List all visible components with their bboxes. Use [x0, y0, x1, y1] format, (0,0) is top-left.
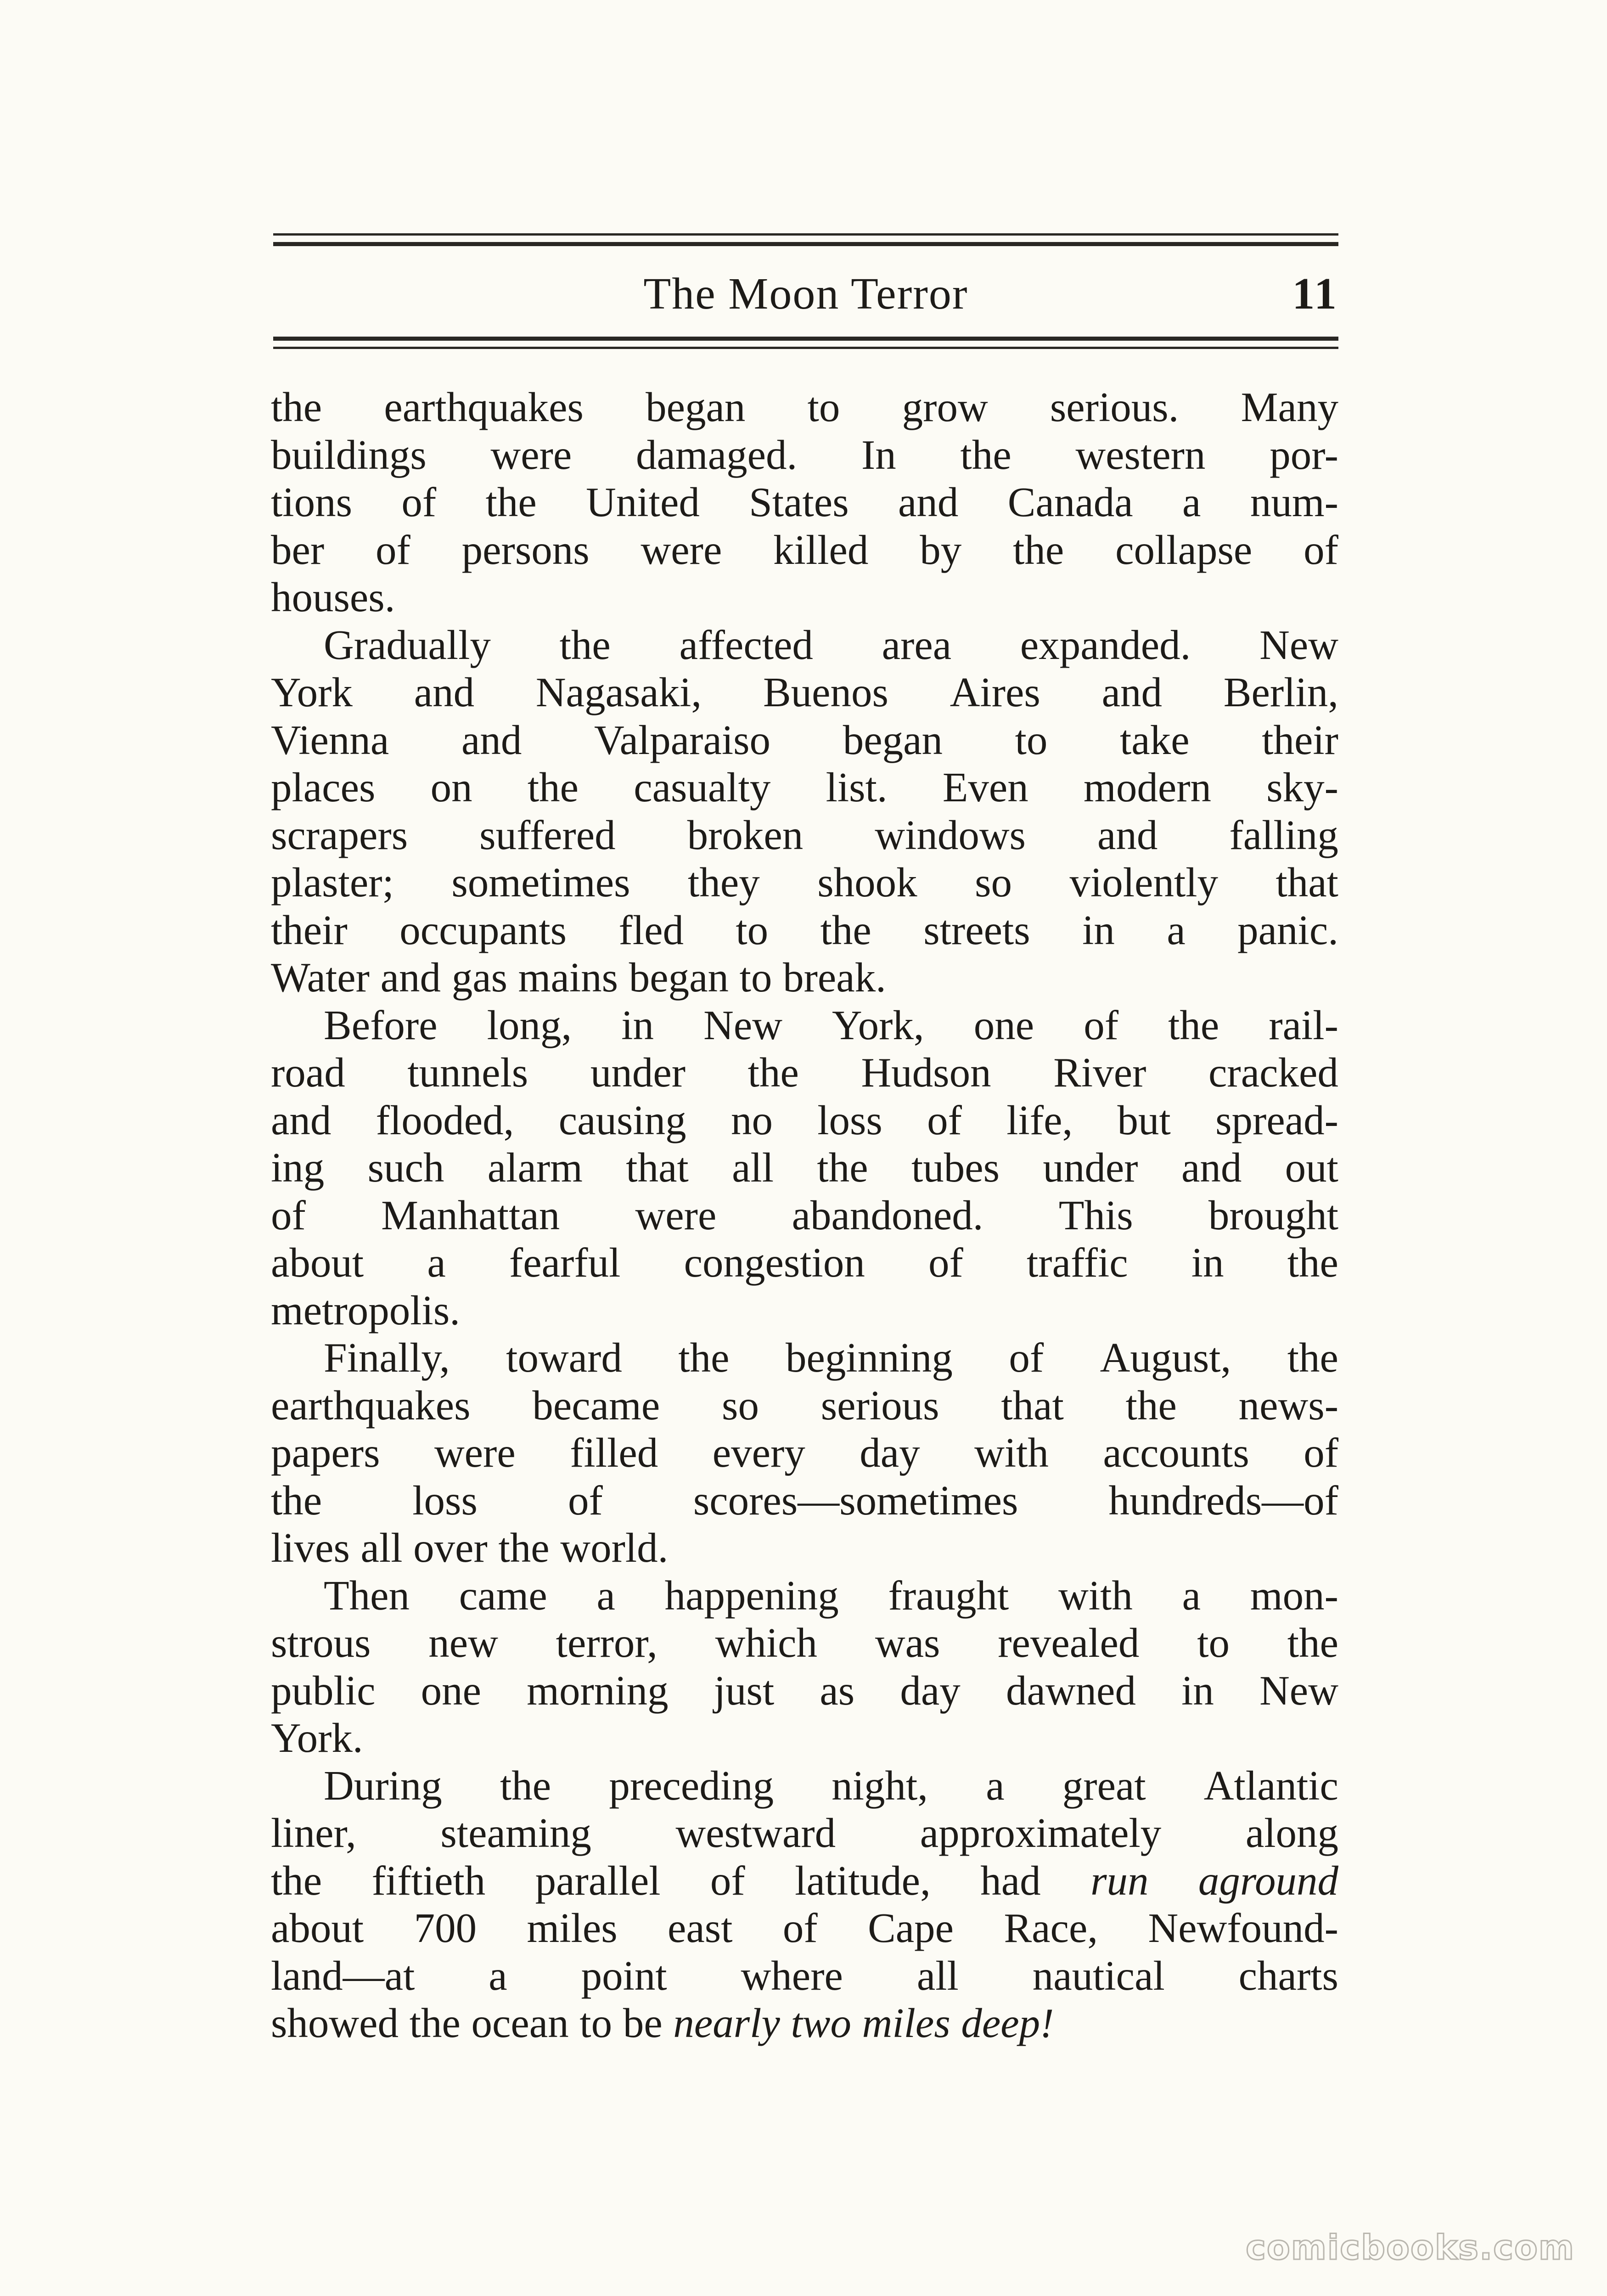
word: so [722, 1382, 759, 1429]
word: shook [817, 859, 917, 906]
word: persons [461, 526, 590, 573]
word: were [434, 1429, 516, 1476]
text-line [271, 859, 1338, 906]
word: in [1181, 1667, 1214, 1714]
word: tunnels [407, 1049, 528, 1096]
word: western [1075, 431, 1206, 478]
running-head [273, 262, 1338, 326]
word: deep! [961, 2000, 1054, 2046]
word: to [1197, 1620, 1230, 1666]
word: Newfound- [1148, 1905, 1338, 1951]
word: all [732, 1144, 774, 1191]
word: the [1287, 1620, 1338, 1666]
paragraph [271, 1762, 1338, 2047]
word: on [430, 764, 472, 810]
word: scrapers [271, 811, 408, 858]
text-line [271, 1334, 1338, 1382]
word: Many [1241, 384, 1338, 430]
text-line [271, 1192, 1338, 1239]
text-line [271, 526, 1338, 574]
word: Cape [868, 1905, 954, 1951]
word: damaged. [636, 431, 798, 478]
text-line [271, 431, 1338, 479]
word: the [500, 1762, 551, 1809]
word: parallel [535, 1857, 661, 1904]
word: Hudson [861, 1049, 991, 1096]
word: loss [817, 1097, 882, 1143]
word: River [1053, 1049, 1146, 1096]
word: in [621, 1002, 654, 1048]
word: about [271, 1239, 364, 1286]
word: Manhattan [381, 1192, 560, 1238]
word: spread- [1215, 1097, 1338, 1143]
word: the [409, 2000, 461, 2046]
word: alarm [487, 1144, 583, 1191]
word: the [1287, 1334, 1338, 1381]
word: of [401, 479, 437, 525]
word: suffered [479, 811, 616, 858]
word: York [271, 669, 353, 715]
word: the [820, 906, 871, 953]
word: por- [1270, 431, 1338, 478]
word: In [861, 431, 896, 478]
header-rule-bottom-thick [273, 337, 1338, 341]
word: happening [664, 1572, 839, 1619]
word: the [498, 1525, 550, 1571]
word: papers [271, 1429, 380, 1476]
text-line [271, 1049, 1338, 1097]
word: steaming [440, 1810, 591, 1856]
word: 700 [414, 1905, 477, 1951]
word: to [807, 384, 840, 430]
word: streets [923, 906, 1030, 953]
word: just [714, 1667, 775, 1714]
word: metropolis. [271, 1287, 460, 1334]
word: scores—sometimes [693, 1477, 1018, 1524]
word: were [641, 526, 722, 573]
word: fraught [888, 1572, 1009, 1619]
paragraph [271, 1572, 1338, 1762]
word: August, [1100, 1334, 1231, 1381]
word: panic. [1237, 906, 1338, 953]
word: the [1168, 1002, 1219, 1048]
word: expanded. [1020, 621, 1191, 668]
word: Nagasaki, [535, 669, 702, 715]
word: Buenos [763, 669, 888, 715]
word: traffic [1027, 1239, 1128, 1286]
word: road [271, 1049, 345, 1096]
word: places [271, 764, 376, 810]
word: be [623, 2000, 663, 2046]
word: to [739, 954, 772, 1001]
text-line [271, 1904, 1338, 1952]
word: States [749, 479, 849, 525]
word: charts [1238, 1952, 1338, 1999]
paragraph [271, 383, 1338, 621]
word: to [736, 906, 769, 953]
word: hundreds—of [1108, 1477, 1338, 1524]
text-line [271, 954, 1338, 1002]
word: This [1058, 1192, 1133, 1238]
word: fiftieth [371, 1857, 486, 1904]
word: were [635, 1192, 717, 1238]
word: Race, [1004, 1905, 1098, 1951]
word: the [1013, 526, 1064, 573]
text-line [271, 1144, 1338, 1192]
word: affected [679, 621, 813, 668]
word: earthquakes [384, 384, 584, 430]
word: and [1101, 669, 1162, 715]
text-line [271, 1429, 1338, 1477]
text-line [271, 1239, 1338, 1287]
word: York. [271, 1715, 363, 1761]
header-rule-bottom-thin [273, 347, 1338, 349]
word: a [596, 1572, 615, 1619]
word: of [568, 1477, 603, 1524]
word: night, [832, 1762, 928, 1809]
word: occupants [399, 906, 567, 953]
page-number: 11 [1292, 269, 1338, 319]
word: a [1167, 906, 1186, 953]
text-line [271, 1857, 1338, 1905]
text-line [271, 1952, 1338, 2000]
word: the [271, 1477, 322, 1524]
word: so [975, 859, 1012, 906]
word: Finally, [324, 1334, 450, 1381]
word: causing [558, 1097, 686, 1143]
word: Then [324, 1572, 410, 1619]
word: public [271, 1667, 376, 1714]
word: Vienna [271, 716, 389, 763]
word: earthquakes [271, 1382, 471, 1429]
word: During [324, 1762, 442, 1809]
word: long, [487, 1002, 572, 1048]
word: the [527, 764, 579, 810]
word: cracked [1208, 1049, 1338, 1096]
word: with [974, 1429, 1049, 1476]
running-title: The Moon Terror [643, 269, 968, 319]
word: a [427, 1239, 446, 1286]
word: the [1287, 1239, 1338, 1286]
word: grow [902, 384, 988, 430]
word: of [782, 1905, 818, 1951]
word: and [1181, 1144, 1242, 1191]
text-line [271, 478, 1338, 526]
word: windows [875, 811, 1026, 858]
word: rail- [1269, 1002, 1338, 1048]
word: day [900, 1667, 961, 1714]
paragraph [271, 1334, 1338, 1572]
word: all [360, 1525, 403, 1571]
word: New [1259, 1667, 1338, 1714]
word: the [678, 1334, 730, 1381]
word: point [581, 1952, 667, 1999]
word: violently [1069, 859, 1219, 906]
word: by [920, 526, 962, 573]
word: run [1090, 1857, 1149, 1904]
word: miles [862, 2000, 950, 2046]
word: news- [1238, 1382, 1338, 1429]
word: began [629, 954, 729, 1001]
word: Before [324, 1002, 438, 1048]
word: and [380, 954, 441, 1001]
word: New [703, 1002, 782, 1048]
word: of [710, 1857, 745, 1904]
word: of [376, 526, 410, 573]
word: became [532, 1382, 660, 1429]
word: falling [1229, 811, 1338, 858]
word: of [927, 1097, 962, 1143]
word: one [973, 1002, 1034, 1048]
word: accounts [1103, 1429, 1249, 1476]
word: and [898, 479, 959, 525]
word: tubes [911, 1144, 1000, 1191]
word: no [730, 1097, 773, 1143]
word: nearly [673, 2000, 780, 2046]
word: such [367, 1144, 444, 1191]
word: out [1285, 1144, 1338, 1191]
text-line [271, 574, 1338, 621]
word: beginning [785, 1334, 953, 1381]
text-line [271, 1809, 1338, 1857]
word: Berlin, [1223, 669, 1338, 715]
word: new [428, 1620, 498, 1666]
word: were [490, 431, 572, 478]
word: came [459, 1572, 547, 1619]
word: liner, [271, 1810, 356, 1856]
word: United [586, 479, 700, 525]
paragraph [271, 1002, 1338, 1334]
word: take [1120, 716, 1190, 763]
word: and [271, 1097, 332, 1143]
word: over [413, 1525, 488, 1571]
word: east [668, 1905, 733, 1951]
word: houses. [271, 574, 395, 620]
word: toward [506, 1334, 622, 1381]
word: dawned [1006, 1667, 1136, 1714]
word: was [875, 1620, 940, 1666]
word: of [1304, 1429, 1338, 1476]
word: aground [1198, 1857, 1338, 1904]
word: list. [826, 764, 888, 810]
word: day [860, 1429, 920, 1476]
word: buildings [271, 431, 427, 478]
text-line [271, 1524, 1338, 1572]
word: of [1084, 1002, 1119, 1048]
word: latitude, [795, 1857, 931, 1904]
word: killed [773, 526, 869, 573]
text-line [271, 764, 1338, 811]
word: loss [412, 1477, 478, 1524]
word: a [986, 1762, 1005, 1809]
text-line [271, 1002, 1338, 1049]
text-line [271, 906, 1338, 954]
text-line [271, 669, 1338, 716]
word: with [1058, 1572, 1133, 1619]
word: in [1082, 906, 1115, 953]
word: Even [942, 764, 1028, 810]
word: Valparaiso [594, 716, 771, 763]
word: broken [687, 811, 804, 858]
word: Gradually [324, 621, 491, 668]
word: of [928, 1239, 963, 1286]
word: the [960, 431, 1011, 478]
word: num- [1250, 479, 1338, 525]
word: that [1001, 1382, 1064, 1429]
word: Atlantic [1203, 1762, 1338, 1809]
word: morning [527, 1667, 669, 1714]
word: preceding [609, 1762, 774, 1809]
watermark: comicbooks.com [1246, 2228, 1575, 2268]
word: York, [832, 1002, 924, 1048]
word: a [489, 1952, 507, 1999]
word: all [916, 1952, 959, 1999]
text-line [271, 1762, 1338, 1810]
word: that [626, 1144, 689, 1191]
word: a [1182, 479, 1201, 525]
word: mon- [1250, 1572, 1338, 1619]
word: about [271, 1905, 364, 1951]
word: where [741, 1952, 843, 1999]
word: ing [271, 1144, 325, 1191]
word: New [1259, 621, 1338, 668]
word: mains [518, 954, 618, 1001]
word: filled [570, 1429, 658, 1476]
text-line [271, 1667, 1338, 1715]
text-line [271, 621, 1338, 669]
text-line [271, 811, 1338, 859]
word: the [1125, 1382, 1177, 1429]
word: the [271, 384, 322, 430]
word: to [579, 2000, 612, 2046]
text-line [271, 1572, 1338, 1620]
word: ocean [471, 2000, 569, 2046]
body-text [271, 383, 1338, 2047]
word: terror, [556, 1620, 657, 1666]
word: serious [820, 1382, 939, 1429]
word: gas [451, 954, 507, 1001]
header-rule-top-thin [273, 233, 1338, 236]
word: modern [1084, 764, 1212, 810]
word: the [271, 1857, 322, 1904]
word: under [1043, 1144, 1138, 1191]
word: Canada [1007, 479, 1133, 525]
text-line [271, 383, 1338, 431]
word: westward [675, 1810, 836, 1856]
text-line [271, 1382, 1338, 1429]
word: had [980, 1857, 1041, 1904]
word: and [1097, 811, 1158, 858]
text-line [271, 1619, 1338, 1667]
paragraph [271, 621, 1338, 1002]
word: break. [783, 954, 886, 1001]
text-line [271, 1477, 1338, 1525]
word: as [820, 1667, 855, 1714]
word: which [715, 1620, 818, 1666]
word: of [1304, 526, 1338, 573]
word: the [817, 1144, 868, 1191]
word: approximately [920, 1810, 1162, 1856]
word: land—at [271, 1952, 415, 1999]
word: began [843, 716, 943, 763]
word: in [1191, 1239, 1224, 1286]
word: a [1182, 1572, 1201, 1619]
word: collapse [1115, 526, 1253, 573]
word: that [1275, 859, 1338, 906]
word: flooded, [376, 1097, 514, 1143]
word: brought [1208, 1192, 1338, 1238]
word: to [1015, 716, 1048, 763]
word: every [712, 1429, 805, 1476]
word: serious. [1050, 384, 1179, 430]
word: strous [271, 1620, 371, 1666]
header-rule-top-thick [273, 242, 1338, 246]
word: congestion [684, 1239, 865, 1286]
word: under [590, 1049, 686, 1096]
word: but [1117, 1097, 1171, 1143]
word: sometimes [451, 859, 630, 906]
word: fled [618, 906, 684, 953]
word: began [646, 384, 746, 430]
word: tions [271, 479, 352, 525]
word: two [791, 2000, 851, 2046]
word: revealed [998, 1620, 1140, 1666]
word: the [559, 621, 611, 668]
word: Aires [950, 669, 1040, 715]
word: and [414, 669, 475, 715]
word: of [1009, 1334, 1044, 1381]
word: showed [271, 2000, 399, 2046]
word: and [461, 716, 522, 763]
word: lives [271, 1525, 350, 1571]
text-line [271, 1287, 1338, 1334]
word: plaster; [271, 859, 394, 906]
word: nautical [1032, 1952, 1165, 1999]
word: world. [560, 1525, 669, 1571]
word: abandoned. [792, 1192, 983, 1238]
word: great [1062, 1762, 1146, 1809]
word: Water [271, 954, 370, 1001]
text-line [271, 1714, 1338, 1762]
word: casualty [634, 764, 771, 810]
word: one [421, 1667, 482, 1714]
word: along [1245, 1810, 1338, 1856]
word: they [688, 859, 760, 906]
word: the [485, 479, 537, 525]
word: of [271, 1192, 306, 1238]
word: the [747, 1049, 799, 1096]
word: fearful [509, 1239, 621, 1286]
word: sky- [1266, 764, 1338, 810]
text-line [271, 1999, 1338, 2047]
text-line [271, 716, 1338, 764]
word: ber [271, 526, 325, 573]
word: life, [1006, 1097, 1073, 1143]
word: their [1262, 716, 1338, 763]
word: miles [527, 1905, 618, 1951]
word: area [882, 621, 952, 668]
text-line [271, 1097, 1338, 1144]
word: their [271, 906, 348, 953]
